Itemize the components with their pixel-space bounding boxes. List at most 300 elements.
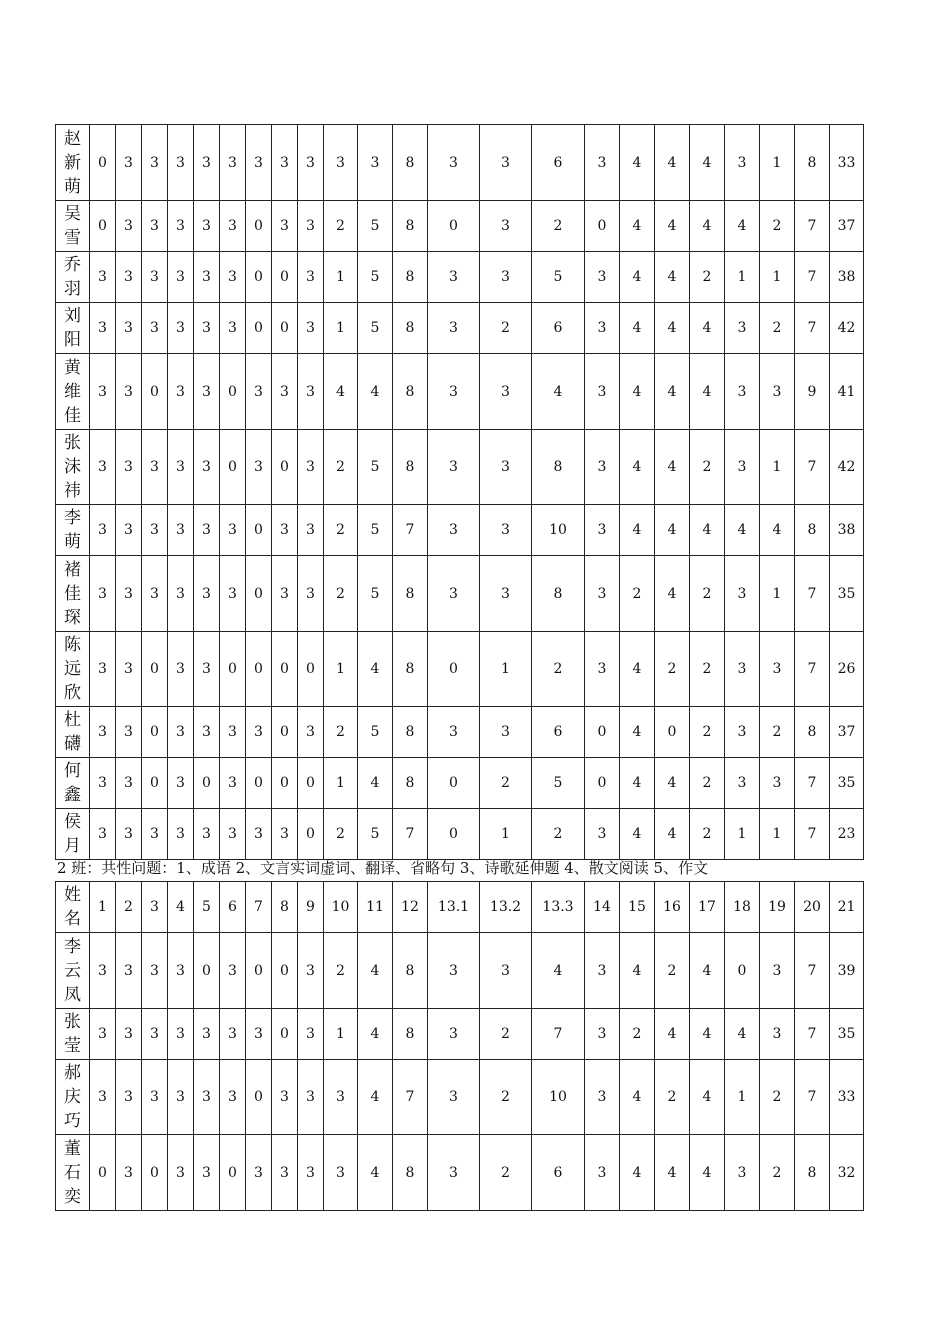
score-cell: 0	[428, 632, 480, 707]
score-cell: 3	[585, 303, 620, 354]
score-cell: 4	[690, 1009, 725, 1060]
score-cell: 0	[298, 809, 324, 860]
score-cell: 2	[324, 430, 358, 505]
score-cell: 0	[90, 125, 116, 201]
score-cell: 6	[532, 707, 585, 758]
score-cell: 3	[358, 125, 393, 201]
score-cell: 2	[690, 707, 725, 758]
score-cell: 3	[272, 505, 298, 556]
score-cell: 3	[142, 201, 168, 252]
question-number-header: 19	[760, 882, 795, 933]
score-cell: 3	[298, 1009, 324, 1060]
score-cell: 3	[142, 1060, 168, 1135]
score-cell: 3	[585, 933, 620, 1009]
score-cell: 6	[532, 303, 585, 354]
score-cell: 39	[830, 933, 864, 1009]
table-row	[56, 125, 864, 201]
score-cell: 4	[620, 1060, 655, 1135]
score-cell: 4	[690, 505, 725, 556]
score-cell: 3	[725, 354, 760, 430]
score-cell: 4	[655, 758, 690, 809]
score-cell: 3	[194, 1009, 220, 1060]
score-cell: 3	[585, 505, 620, 556]
score-cell: 3	[480, 707, 532, 758]
score-cell: 1	[324, 303, 358, 354]
score-cell: 41	[830, 354, 864, 430]
score-cell: 0	[142, 707, 168, 758]
score-cell: 4	[725, 1009, 760, 1060]
student-name-cell: 李云凤	[56, 933, 90, 1009]
score-cell: 4	[620, 632, 655, 707]
question-number-header: 5	[194, 882, 220, 933]
score-cell: 3	[194, 303, 220, 354]
question-number-header: 8	[272, 882, 298, 933]
question-number-header: 4	[168, 882, 194, 933]
score-cell: 3	[90, 809, 116, 860]
score-cell: 5	[358, 252, 393, 303]
score-cell: 1	[760, 556, 795, 632]
score-cell: 4	[690, 303, 725, 354]
question-number-header: 11	[358, 882, 393, 933]
score-cell: 5	[358, 303, 393, 354]
score-cell: 4	[690, 1060, 725, 1135]
score-cell: 3	[220, 1009, 246, 1060]
score-cell: 1	[725, 809, 760, 860]
score-cell: 3	[324, 1060, 358, 1135]
score-cell: 4	[358, 1009, 393, 1060]
question-number-header: 16	[655, 882, 690, 933]
scores-table-class-2	[55, 881, 864, 1211]
score-cell: 5	[358, 430, 393, 505]
score-cell: 8	[795, 707, 830, 758]
score-cell: 8	[393, 632, 428, 707]
student-name-cell: 刘阳	[56, 303, 90, 354]
score-cell: 0	[428, 758, 480, 809]
question-number-header: 17	[690, 882, 725, 933]
score-cell: 3	[428, 707, 480, 758]
table-row	[56, 632, 864, 707]
table-row	[56, 707, 864, 758]
score-cell: 3	[246, 430, 272, 505]
score-cell: 8	[393, 556, 428, 632]
score-cell: 4	[655, 505, 690, 556]
score-cell: 3	[194, 505, 220, 556]
score-cell: 7	[393, 505, 428, 556]
score-cell: 3	[298, 354, 324, 430]
score-cell: 3	[90, 933, 116, 1009]
score-cell: 0	[220, 354, 246, 430]
score-cell: 2	[532, 632, 585, 707]
score-cell: 4	[655, 354, 690, 430]
score-cell: 8	[393, 252, 428, 303]
score-cell: 3	[272, 354, 298, 430]
score-cell: 3	[116, 556, 142, 632]
score-cell: 1	[760, 125, 795, 201]
score-cell: 2	[480, 1060, 532, 1135]
score-cell: 3	[168, 201, 194, 252]
score-cell: 4	[690, 933, 725, 1009]
score-cell: 8	[393, 1009, 428, 1060]
table-row	[56, 505, 864, 556]
score-cell: 1	[760, 809, 795, 860]
score-cell: 33	[830, 125, 864, 201]
score-cell: 5	[358, 556, 393, 632]
score-cell: 3	[585, 1009, 620, 1060]
score-cell: 3	[725, 1135, 760, 1211]
score-cell: 3	[168, 933, 194, 1009]
score-cell: 0	[142, 354, 168, 430]
score-cell: 1	[725, 1060, 760, 1135]
score-cell: 3	[725, 632, 760, 707]
score-cell: 8	[393, 707, 428, 758]
score-cell: 3	[725, 430, 760, 505]
score-cell: 4	[655, 201, 690, 252]
score-cell: 4	[620, 303, 655, 354]
score-cell: 2	[690, 252, 725, 303]
score-cell: 3	[428, 430, 480, 505]
score-cell: 3	[246, 707, 272, 758]
score-cell: 4	[532, 354, 585, 430]
score-cell: 3	[220, 707, 246, 758]
table-row	[56, 1009, 864, 1060]
score-cell: 3	[90, 354, 116, 430]
score-cell: 4	[690, 1135, 725, 1211]
score-cell: 3	[116, 1060, 142, 1135]
score-cell: 3	[272, 201, 298, 252]
score-cell: 4	[620, 252, 655, 303]
score-cell: 3	[220, 252, 246, 303]
question-number-header: 10	[324, 882, 358, 933]
score-cell: 42	[830, 303, 864, 354]
score-cell: 3	[90, 303, 116, 354]
score-cell: 3	[480, 354, 532, 430]
score-cell: 2	[690, 556, 725, 632]
table-header-row	[56, 882, 864, 933]
score-cell: 3	[760, 632, 795, 707]
score-cell: 3	[760, 1009, 795, 1060]
score-cell: 3	[298, 707, 324, 758]
score-cell: 3	[116, 125, 142, 201]
student-name-cell: 陈远欣	[56, 632, 90, 707]
score-cell: 1	[324, 758, 358, 809]
score-cell: 3	[220, 933, 246, 1009]
score-cell: 3	[142, 556, 168, 632]
score-cell: 3	[585, 1060, 620, 1135]
score-cell: 4	[620, 809, 655, 860]
score-cell: 3	[168, 252, 194, 303]
score-cell: 35	[830, 556, 864, 632]
score-cell: 0	[220, 430, 246, 505]
score-cell: 4	[690, 354, 725, 430]
score-cell: 1	[725, 252, 760, 303]
student-name-cell: 乔羽	[56, 252, 90, 303]
score-cell: 0	[428, 809, 480, 860]
score-cell: 1	[324, 1009, 358, 1060]
score-cell: 3	[116, 201, 142, 252]
score-cell: 8	[393, 1135, 428, 1211]
score-cell: 3	[116, 1009, 142, 1060]
score-cell: 4	[620, 505, 655, 556]
table-body	[56, 882, 864, 1211]
score-cell: 1	[324, 632, 358, 707]
score-cell: 3	[116, 303, 142, 354]
score-cell: 3	[585, 430, 620, 505]
score-cell: 1	[760, 252, 795, 303]
score-cell: 2	[655, 632, 690, 707]
score-cell: 4	[725, 201, 760, 252]
score-cell: 4	[620, 758, 655, 809]
score-cell: 7	[795, 303, 830, 354]
score-cell: 2	[760, 707, 795, 758]
score-cell: 4	[620, 933, 655, 1009]
score-cell: 2	[690, 430, 725, 505]
score-cell: 4	[620, 1135, 655, 1211]
score-cell: 7	[795, 1060, 830, 1135]
score-cell: 3	[116, 758, 142, 809]
score-cell: 3	[116, 505, 142, 556]
score-cell: 1	[480, 632, 532, 707]
score-cell: 0	[428, 201, 480, 252]
score-cell: 8	[795, 505, 830, 556]
score-cell: 4	[760, 505, 795, 556]
score-cell: 2	[324, 809, 358, 860]
score-cell: 3	[428, 125, 480, 201]
score-cell: 3	[168, 556, 194, 632]
score-cell: 7	[393, 809, 428, 860]
score-cell: 3	[585, 125, 620, 201]
score-cell: 8	[532, 430, 585, 505]
score-cell: 3	[220, 556, 246, 632]
table-row	[56, 809, 864, 860]
score-cell: 3	[220, 809, 246, 860]
scores-table-class-1	[55, 124, 864, 860]
table-row	[56, 303, 864, 354]
score-cell: 35	[830, 1009, 864, 1060]
score-cell: 0	[220, 632, 246, 707]
score-cell: 4	[358, 933, 393, 1009]
score-cell: 8	[532, 556, 585, 632]
score-cell: 0	[585, 707, 620, 758]
score-cell: 3	[480, 201, 532, 252]
score-cell: 1	[480, 809, 532, 860]
score-cell: 2	[690, 758, 725, 809]
question-number-header: 18	[725, 882, 760, 933]
score-cell: 2	[760, 1135, 795, 1211]
score-cell: 3	[220, 201, 246, 252]
student-name-cell: 何鑫	[56, 758, 90, 809]
score-cell: 3	[725, 758, 760, 809]
score-cell: 3	[298, 1060, 324, 1135]
score-cell: 3	[116, 252, 142, 303]
score-cell: 2	[324, 556, 358, 632]
score-cell: 2	[760, 303, 795, 354]
score-cell: 7	[532, 1009, 585, 1060]
student-name-cell: 褚佳琛	[56, 556, 90, 632]
score-cell: 3	[220, 505, 246, 556]
score-cell: 0	[220, 1135, 246, 1211]
score-cell: 3	[116, 707, 142, 758]
score-cell: 8	[393, 201, 428, 252]
question-number-header: 20	[795, 882, 830, 933]
score-cell: 3	[220, 758, 246, 809]
table-row	[56, 1135, 864, 1211]
score-cell: 7	[795, 809, 830, 860]
table-row	[56, 354, 864, 430]
score-cell: 3	[760, 933, 795, 1009]
score-cell: 8	[393, 758, 428, 809]
score-cell: 3	[116, 809, 142, 860]
score-cell: 2	[620, 1009, 655, 1060]
score-cell: 3	[90, 430, 116, 505]
score-cell: 0	[272, 430, 298, 505]
score-cell: 3	[480, 125, 532, 201]
score-cell: 0	[246, 505, 272, 556]
score-cell: 4	[620, 707, 655, 758]
score-cell: 3	[220, 1060, 246, 1135]
score-cell: 3	[168, 758, 194, 809]
score-cell: 0	[90, 1135, 116, 1211]
score-cell: 2	[480, 1009, 532, 1060]
score-cell: 3	[298, 125, 324, 201]
score-cell: 5	[358, 201, 393, 252]
score-cell: 3	[194, 632, 220, 707]
score-cell: 3	[194, 430, 220, 505]
score-cell: 10	[532, 505, 585, 556]
score-cell: 3	[324, 125, 358, 201]
score-cell: 7	[795, 758, 830, 809]
score-cell: 0	[90, 201, 116, 252]
score-cell: 3	[246, 809, 272, 860]
score-cell: 8	[795, 1135, 830, 1211]
score-cell: 0	[246, 1060, 272, 1135]
score-cell: 3	[272, 809, 298, 860]
score-cell: 4	[655, 303, 690, 354]
score-cell: 37	[830, 707, 864, 758]
score-cell: 3	[194, 201, 220, 252]
score-cell: 3	[168, 1060, 194, 1135]
score-cell: 3	[194, 809, 220, 860]
score-cell: 3	[760, 758, 795, 809]
score-cell: 3	[298, 933, 324, 1009]
table-body	[56, 125, 864, 860]
score-cell: 2	[655, 933, 690, 1009]
score-cell: 3	[760, 354, 795, 430]
score-cell: 3	[428, 1060, 480, 1135]
score-cell: 0	[272, 1009, 298, 1060]
score-cell: 42	[830, 430, 864, 505]
score-cell: 3	[116, 430, 142, 505]
score-cell: 3	[585, 809, 620, 860]
score-cell: 3	[480, 252, 532, 303]
score-cell: 3	[725, 125, 760, 201]
score-cell: 4	[655, 430, 690, 505]
score-cell: 4	[358, 1060, 393, 1135]
score-cell: 35	[830, 758, 864, 809]
score-cell: 32	[830, 1135, 864, 1211]
score-cell: 0	[272, 707, 298, 758]
score-cell: 3	[116, 354, 142, 430]
score-cell: 4	[532, 933, 585, 1009]
score-cell: 1	[760, 430, 795, 505]
score-cell: 33	[830, 1060, 864, 1135]
score-cell: 2	[760, 1060, 795, 1135]
score-cell: 3	[168, 354, 194, 430]
score-cell: 3	[194, 1060, 220, 1135]
score-cell: 3	[428, 252, 480, 303]
score-cell: 8	[393, 303, 428, 354]
score-cell: 4	[324, 354, 358, 430]
score-cell: 0	[298, 632, 324, 707]
score-cell: 26	[830, 632, 864, 707]
score-cell: 4	[690, 201, 725, 252]
score-cell: 0	[246, 303, 272, 354]
score-cell: 8	[393, 430, 428, 505]
score-cell: 10	[532, 1060, 585, 1135]
score-cell: 3	[168, 1009, 194, 1060]
score-cell: 0	[298, 758, 324, 809]
student-name-cell: 吴雪	[56, 201, 90, 252]
score-cell: 3	[246, 354, 272, 430]
score-cell: 0	[142, 1135, 168, 1211]
student-name-cell: 赵新萌	[56, 125, 90, 201]
score-cell: 3	[246, 1135, 272, 1211]
score-cell: 3	[298, 201, 324, 252]
score-cell: 0	[142, 632, 168, 707]
score-cell: 5	[358, 707, 393, 758]
score-cell: 3	[725, 556, 760, 632]
student-name-cell: 侯月	[56, 809, 90, 860]
score-cell: 2	[760, 201, 795, 252]
score-cell: 3	[194, 252, 220, 303]
score-cell: 3	[90, 1060, 116, 1135]
score-cell: 3	[90, 1009, 116, 1060]
score-cell: 2	[532, 809, 585, 860]
score-cell: 6	[532, 1135, 585, 1211]
student-name-cell: 杜礴	[56, 707, 90, 758]
score-cell: 0	[246, 933, 272, 1009]
score-cell: 3	[480, 505, 532, 556]
score-cell: 3	[194, 707, 220, 758]
score-cell: 3	[585, 252, 620, 303]
score-cell: 3	[428, 505, 480, 556]
table-row	[56, 430, 864, 505]
score-cell: 7	[795, 430, 830, 505]
score-cell: 8	[393, 125, 428, 201]
score-cell: 3	[272, 556, 298, 632]
score-cell: 0	[246, 758, 272, 809]
score-cell: 4	[725, 505, 760, 556]
score-cell: 3	[246, 125, 272, 201]
score-cell: 4	[655, 556, 690, 632]
score-cell: 3	[168, 505, 194, 556]
score-cell: 7	[393, 1060, 428, 1135]
score-cell: 2	[690, 632, 725, 707]
score-cell: 2	[480, 303, 532, 354]
score-cell: 3	[142, 430, 168, 505]
score-cell: 0	[246, 632, 272, 707]
score-cell: 3	[90, 505, 116, 556]
question-number-header: 9	[298, 882, 324, 933]
score-cell: 0	[272, 632, 298, 707]
question-number-header: 3	[142, 882, 168, 933]
score-cell: 3	[90, 252, 116, 303]
score-cell: 3	[168, 430, 194, 505]
score-cell: 3	[298, 1135, 324, 1211]
question-number-header: 13.2	[480, 882, 532, 933]
score-cell: 3	[168, 1135, 194, 1211]
question-number-header: 13.3	[532, 882, 585, 933]
score-cell: 3	[585, 556, 620, 632]
